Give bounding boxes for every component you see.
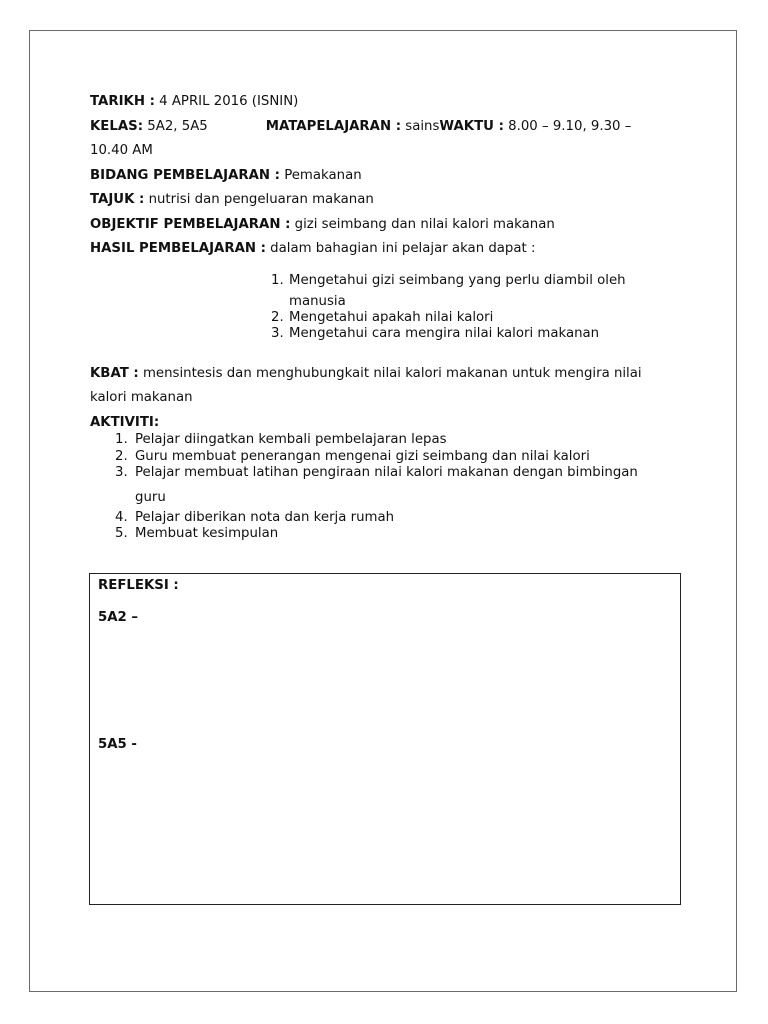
list-number: 2. (115, 448, 128, 464)
hasil-row (90, 237, 680, 262)
matapelajaran-value: sains (405, 118, 440, 134)
tarikh-value: 4 APRIL 2016 (ISNIN) (159, 94, 299, 109)
list-item-text: Pelajar diingatkan kembali pembelajaran lepas (135, 432, 447, 447)
refleksi-box (89, 573, 681, 905)
kelas-row (90, 115, 680, 140)
list-item (115, 432, 680, 449)
list-item-text: Mengetahui cara mengira nilai kalori makanan (289, 326, 600, 341)
list-item-text: Mengetahui gizi seimbang yang perlu diambil oleh (289, 272, 626, 288)
refleksi-class-b: 5A5 - (98, 737, 137, 752)
waktu-continuation (90, 139, 680, 164)
lesson-plan-body (90, 90, 680, 543)
hasil-label: HASIL PEMBELAJARAN : (90, 241, 266, 256)
kelas-value: 5A2, 5A5 (147, 118, 208, 134)
list-item-text: Pelajar diberikan nota dan kerja rumah (135, 509, 395, 525)
tajuk-label: TAJUK : (90, 192, 145, 207)
list-number: 4. (115, 509, 128, 525)
objektif-label: OBJEKTIF PEMBELAJARAN : (90, 216, 291, 232)
tajuk-row (90, 188, 680, 213)
list-item-text: Pelajar membuat latihan pengiraan nilai kalori makanan dengan bimbingan (135, 465, 638, 480)
tajuk-value: nutrisi dan pengeluaran makanan (148, 192, 374, 207)
list-item (271, 267, 680, 310)
tarikh-row (90, 90, 680, 115)
bidang-row (90, 164, 680, 189)
list-item (115, 465, 680, 510)
waktu-label: WAKTU : (439, 118, 504, 134)
list-item (271, 310, 680, 327)
kbat-continuation (90, 386, 680, 411)
aktiviti-list (115, 432, 680, 543)
tarikh-label: TARIKH : (90, 94, 155, 109)
list-item-text: Membuat kesimpulan (135, 526, 279, 541)
objektif-value: gizi seimbang dan nilai kalori makanan (294, 216, 555, 232)
list-item-text-cont: manusia (289, 293, 346, 309)
waktu-value-cont: 10.40 AM (90, 143, 153, 158)
list-item-text: Guru membuat penerangan mengenai gizi seimbang dan nilai kalori (135, 448, 590, 464)
hasil-value: dalam bahagian ini pelajar akan dapat : (270, 241, 536, 256)
list-number: 3. (271, 326, 284, 341)
list-number: 1. (271, 272, 284, 288)
list-item (271, 326, 680, 343)
kbat-label: KBAT : (90, 365, 139, 381)
kbat-value: mensintesis dan menghubungkait nilai kalori makanan untuk mengira nilai (142, 365, 642, 381)
list-number: 5. (115, 526, 128, 541)
refleksi-class-a: 5A2 – (98, 610, 139, 625)
list-item-text: Mengetahui apakah nilai kalori (289, 309, 494, 325)
kbat-value-cont: kalori makanan (90, 390, 193, 405)
waktu-value: 8.00 – 9.10, 9.30 – (508, 118, 632, 134)
bidang-label: BIDANG PEMBELAJARAN : (90, 167, 280, 183)
list-number: 3. (115, 465, 128, 480)
list-item (115, 449, 680, 466)
aktiviti-label: AKTIVITI: (90, 414, 160, 430)
kelas-label: KELAS: (90, 118, 144, 134)
kbat-row (90, 362, 680, 387)
objektif-row (90, 213, 680, 238)
matapelajaran-label: MATAPELAJARAN : (265, 118, 402, 134)
refleksi-title: REFLEKSI : (98, 578, 179, 593)
list-number: 2. (271, 309, 284, 325)
list-number: 1. (115, 432, 128, 447)
hasil-list (271, 267, 680, 343)
list-item (115, 510, 680, 527)
list-item-text-cont: guru (135, 489, 166, 505)
list-item (115, 526, 680, 543)
bidang-value: Pemakanan (284, 167, 362, 183)
